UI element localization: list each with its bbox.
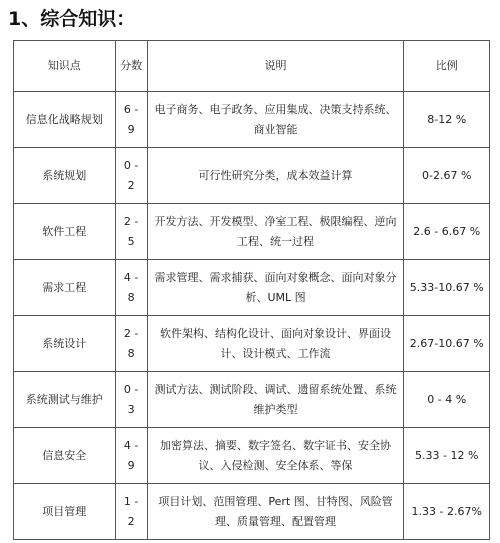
cell-knowledge-point: 项目管理 xyxy=(14,484,116,540)
cell-knowledge-point: 系统规划 xyxy=(14,148,116,204)
cell-ratio: 2.67-10.67 % xyxy=(404,316,490,372)
table-row xyxy=(14,316,490,372)
table-row xyxy=(14,204,490,260)
cell-knowledge-point: 信息化战略规划 xyxy=(14,92,116,148)
cell-knowledge-point: 系统设计 xyxy=(14,316,116,372)
cell-score: 1 - 2 xyxy=(115,484,147,540)
cell-score: 4 - 8 xyxy=(115,260,147,316)
cell-knowledge-point: 系统测试与维护 xyxy=(14,372,116,428)
cell-description: 加密算法、摘要、数字签名、数字证书、安全协议、入侵检测、安全体系、等保 xyxy=(147,428,404,484)
cell-score: 6 - 9 xyxy=(115,92,147,148)
header-ratio: 比例 xyxy=(404,41,490,92)
table-row xyxy=(14,484,490,540)
header-description: 说明 xyxy=(147,41,404,92)
table-row xyxy=(14,260,490,316)
cell-knowledge-point: 软件工程 xyxy=(14,204,116,260)
cell-ratio: 1.33 - 2.67% xyxy=(404,484,490,540)
cell-ratio: 0 - 4 % xyxy=(404,372,490,428)
cell-description: 测试方法、测试阶段、调试、遗留系统处置、系统维护类型 xyxy=(147,372,404,428)
cell-score: 0 - 2 xyxy=(115,148,147,204)
table-row xyxy=(14,372,490,428)
cell-score: 0 - 3 xyxy=(115,372,147,428)
section-heading: 1、综合知识： xyxy=(8,8,136,30)
cell-knowledge-point: 信息安全 xyxy=(14,428,116,484)
cell-ratio: 2.6 - 6.67 % xyxy=(404,204,490,260)
cell-description: 软件架构、结构化设计、面向对象设计、界面设计、设计模式、工作流 xyxy=(147,316,404,372)
cell-knowledge-point: 需求工程 xyxy=(14,260,116,316)
table-row xyxy=(14,92,490,148)
cell-ratio: 0-2.67 % xyxy=(404,148,490,204)
cell-description: 开发方法、开发模型、净室工程、极限编程、逆向工程、统一过程 xyxy=(147,204,404,260)
cell-ratio: 8-12 % xyxy=(404,92,490,148)
table-header-row xyxy=(14,41,490,92)
cell-description: 电子商务、电子政务、应用集成、决策支持系统、商业智能 xyxy=(147,92,404,148)
cell-score: 4 - 9 xyxy=(115,428,147,484)
cell-score: 2 - 5 xyxy=(115,204,147,260)
cell-score: 2 - 8 xyxy=(115,316,147,372)
table-row xyxy=(14,148,490,204)
cell-ratio: 5.33-10.67 % xyxy=(404,260,490,316)
cell-description: 项目计划、范围管理、Pert 图、甘特图、风险管理、质量管理、配置管理 xyxy=(147,484,404,540)
cell-description: 可行性研究分类，成本效益计算 xyxy=(147,148,404,204)
table-row xyxy=(14,428,490,484)
cell-ratio: 5.33 - 12 % xyxy=(404,428,490,484)
header-knowledge-point: 知识点 xyxy=(14,41,116,92)
cell-description: 需求管理、需求捕获、面向对象概念、面向对象分析、UML 图 xyxy=(147,260,404,316)
knowledge-table xyxy=(13,40,490,540)
header-score: 分数 xyxy=(115,41,147,92)
